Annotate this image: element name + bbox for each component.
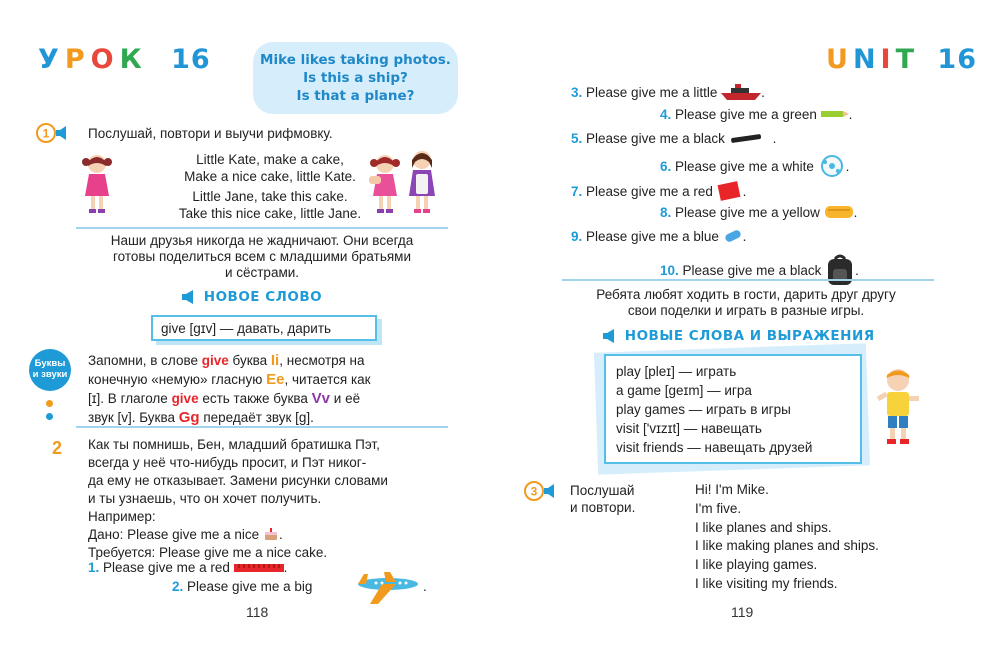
item-number: 6. — [660, 159, 672, 174]
highlight-letter: Ee — [266, 371, 285, 388]
paragraph-line: готовы поделиться всем с младшими братьями — [112, 249, 411, 264]
boy-illustration-icon — [874, 366, 922, 448]
divider — [76, 227, 448, 229]
ball-icon — [818, 155, 846, 177]
title-letter: N — [852, 44, 881, 75]
badge-line: Буквы — [34, 358, 66, 369]
unit-title — [826, 44, 977, 75]
rule-line — [88, 408, 448, 427]
paragraph-line: всегда у неё что-нибудь просит, и Пэт никог- — [88, 455, 367, 470]
page-number: 118 — [246, 604, 269, 620]
text-line: I like planes and ships. — [695, 519, 832, 535]
text-line: I like making planes and ships. — [695, 538, 879, 554]
decor-dot — [46, 413, 53, 420]
exercise-item: 7. Please give me a red . — [571, 180, 746, 202]
item-number: 5. — [571, 131, 583, 146]
listen-speaker-icon — [35, 122, 69, 144]
rule-line — [88, 370, 448, 389]
text-span: передаёт звук [g]. — [199, 410, 314, 425]
text-span: есть также буква — [198, 391, 312, 406]
item-text: Please give me a little — [586, 85, 718, 100]
svg-text:1: 1 — [42, 126, 50, 141]
listen-speaker-icon — [523, 480, 557, 502]
paragraph-line: Как ты помнишь, Бен, младший братишка Пэт, — [88, 437, 380, 452]
backpack-icon — [825, 253, 855, 287]
text-span: конечную «немую» гласную — [88, 372, 267, 387]
item-text: Please give me a red — [103, 560, 230, 575]
exercise3-text — [695, 481, 879, 594]
word-entry: visit friends — навещать друзей — [616, 440, 813, 455]
highlight-letter: Ii — [270, 352, 280, 369]
letters-sounds-badge — [29, 349, 71, 391]
text-span: и её — [330, 391, 361, 406]
lesson-number: 16 — [171, 44, 211, 75]
unit-number: 16 — [937, 44, 977, 75]
exercise3-instruction — [570, 482, 635, 516]
exercise-item: 5. Please give me a black . — [571, 131, 777, 146]
green-pencil-icon — [821, 108, 849, 120]
title-letter: У — [38, 44, 65, 75]
item-text: Please give me a red — [586, 184, 713, 199]
example-label: Например: — [88, 509, 156, 524]
red-book-icon — [717, 180, 743, 202]
item-text: Please give me a big — [187, 579, 313, 594]
required-text: Требуется: Please give me a nice cake. — [88, 545, 328, 560]
exercise2-text — [88, 436, 448, 562]
instruction-line: Послушай — [570, 483, 635, 498]
eraser-icon — [723, 229, 743, 243]
paragraph-line: да ему не отказывает. Замени рисунки словами — [88, 473, 388, 488]
lesson-title — [38, 44, 211, 75]
period: . — [423, 579, 427, 594]
new-word-entry: give [gɪv] — давать, дарить — [161, 321, 332, 336]
black-pen-icon — [729, 131, 773, 145]
item-number: 9. — [571, 229, 583, 244]
paragraph-line: Наши друзья никогда не жадничают. Они всегда — [110, 233, 414, 248]
title-letter: T — [895, 44, 920, 75]
paragraph-line: и сёстрами. — [224, 265, 300, 280]
pencil-case-icon — [824, 204, 854, 220]
paragraph-line: и ты узнаешь, что он хочет получить. — [88, 491, 322, 506]
highlight-word: give — [201, 353, 229, 368]
item-text: Please give me a black — [586, 131, 725, 146]
new-words-box — [604, 354, 862, 464]
letters-sounds-text — [88, 351, 448, 427]
exercise-item: 8. Please give me a yellow . — [660, 205, 858, 220]
exercise-item: 1. Please give me a red . — [88, 560, 288, 575]
svg-text:3: 3 — [530, 484, 538, 499]
item-text: Please give me a blue — [586, 229, 719, 244]
speaker-icon — [601, 329, 621, 343]
highlight-letter: Gg — [178, 409, 200, 426]
section-heading: НОВОЕ СЛОВО — [203, 289, 323, 305]
section-heading: НОВЫЕ СЛОВА И ВЫРАЖЕНИЯ — [624, 328, 875, 344]
divider — [76, 426, 448, 428]
bubble-line: Is this a ship? — [303, 70, 408, 86]
rhyme-line: Little Jane, take this cake. — [192, 189, 348, 204]
text-line: I like playing games. — [695, 557, 818, 573]
rhyme-line: Take this nice cake, little Jane. — [178, 206, 362, 221]
rule-line — [88, 351, 448, 370]
item-text: Please give me a green — [675, 107, 817, 122]
item-number: 2. — [172, 579, 184, 594]
page-number: 119 — [731, 604, 754, 620]
title-letter: О — [90, 44, 120, 75]
exercise-instruction: Послушай, повтори и выучи рифмовку. — [88, 126, 333, 141]
exercise-item: 9. Please give me a blue . — [571, 229, 747, 244]
text-span: Запомни, в слове — [88, 353, 202, 368]
text-line: I'm five. — [695, 500, 742, 516]
item-number: 8. — [660, 205, 672, 220]
rhyme-block — [110, 151, 430, 222]
text-span: , несмотря на — [279, 353, 365, 368]
bubble-line: Mike likes taking photos. — [260, 52, 451, 68]
title-letter: I — [880, 44, 896, 75]
text-span: звук [v]. Буква — [88, 410, 179, 425]
text-span: , читается как — [284, 372, 371, 387]
friends-paragraph — [76, 233, 448, 281]
instruction-line: и повтори. — [570, 500, 636, 515]
exercise-number-3 — [523, 480, 557, 505]
exercise-item: 6. Please give me a white . — [660, 155, 849, 177]
given-text: Дано: Please give me a nice — [88, 527, 260, 542]
item-number: 7. — [571, 184, 583, 199]
rule-line — [88, 389, 448, 408]
word-entry: visit ['vɪzɪt] — навещать — [616, 421, 762, 436]
title-letter: U — [826, 44, 853, 75]
paragraph-line: Ребята любят ходить в гости, дарить друг другу — [596, 287, 896, 302]
exercise-number-2: 2 — [52, 438, 63, 458]
item-text: Please give me a white — [675, 159, 814, 174]
word-entry: play games — играть в игры — [616, 402, 791, 417]
item-text: Please give me a yellow — [675, 205, 820, 220]
airplane-icon — [356, 570, 422, 606]
girl-illustration-icon — [80, 152, 114, 216]
exercise-item: 3. Please give me a little . — [571, 85, 765, 100]
speech-bubble — [253, 42, 458, 114]
highlight-letter: Vv — [311, 390, 331, 407]
item-number: 4. — [660, 107, 672, 122]
item-number: 10. — [660, 263, 679, 278]
text-span: [ɪ]. В глаголе — [88, 391, 172, 406]
text-line: Hi! I'm Mike. — [695, 482, 769, 497]
text-span: буква — [228, 353, 271, 368]
badge-line: и звуки — [32, 369, 68, 380]
item-number: 3. — [571, 85, 583, 100]
cake-icon — [263, 527, 279, 541]
highlight-word: give — [171, 391, 199, 406]
new-word-box — [151, 315, 377, 341]
exercise-item: 10. Please give me a black . — [660, 253, 859, 287]
word-entry: play [pleɪ] — играть — [616, 364, 737, 379]
text-line: I like visiting my friends. — [695, 575, 838, 591]
given-line: Дано: Please give me a nice . — [88, 527, 283, 542]
new-word-heading — [180, 289, 322, 305]
exercise-number-1 — [35, 122, 69, 147]
speaker-icon — [180, 290, 200, 304]
title-letter: К — [119, 44, 148, 75]
exercise-item: 4. Please give me a green . — [660, 107, 853, 122]
new-words-heading — [601, 328, 875, 344]
divider — [562, 279, 934, 281]
item-text: Please give me a black — [682, 263, 822, 278]
item-number: 1. — [88, 560, 100, 575]
ruler-icon — [234, 563, 284, 573]
bubble-line: Is that a plane? — [296, 88, 415, 104]
decor-dot — [46, 400, 53, 407]
guests-paragraph — [556, 287, 936, 319]
exercise-item — [172, 579, 312, 594]
title-letter: Р — [64, 44, 91, 75]
rhyme-line: Little Kate, make a cake, — [196, 152, 344, 167]
paragraph-line: свои поделки и играть в разные игры. — [627, 303, 865, 318]
rhyme-line: Make a nice cake, little Kate. — [184, 169, 356, 184]
word-entry: a game [geɪm] — игра — [616, 383, 752, 398]
ship-icon — [721, 83, 761, 101]
